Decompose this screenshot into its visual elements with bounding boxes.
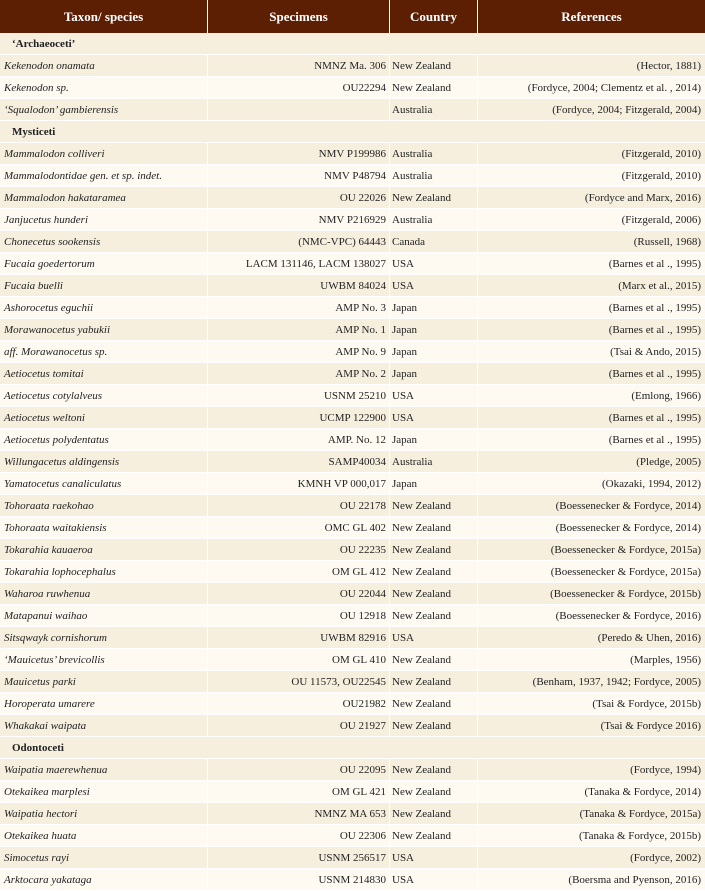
cell-specimen: OU 12918 — [208, 605, 390, 627]
table-row — [0, 187, 705, 209]
table-row — [0, 275, 705, 297]
cell-country: New Zealand — [390, 759, 478, 781]
cell-reference: (Barnes et al ., 1995) — [478, 407, 705, 429]
header-references: References — [478, 0, 705, 33]
cell-reference: (Peredo & Uhen, 2016) — [478, 627, 705, 649]
cell-specimen: OM GL 412 — [208, 561, 390, 583]
cell-species: Yamatocetus canaliculatus — [0, 473, 208, 495]
cell-species: Waharoa ruwhenua — [0, 583, 208, 605]
cell-country: New Zealand — [390, 187, 478, 209]
cell-reference: (Fitzgerald, 2010) — [478, 165, 705, 187]
cell-specimen: AMP No. 2 — [208, 363, 390, 385]
cell-country: New Zealand — [390, 539, 478, 561]
cell-specimen: NMV P199986 — [208, 143, 390, 165]
cell-reference: (Pledge, 2005) — [478, 451, 705, 473]
cell-specimen: SAMP40034 — [208, 451, 390, 473]
table-row — [0, 825, 705, 847]
cell-species: Simocetus rayi — [0, 847, 208, 869]
cell-reference: (Boessenecker & Fordyce, 2016) — [478, 605, 705, 627]
cell-country: Japan — [390, 319, 478, 341]
table-row — [0, 759, 705, 781]
cell-reference: (Boersma and Pyenson, 2016) — [478, 869, 705, 891]
cell-specimen: AMP. No. 12 — [208, 429, 390, 451]
cell-reference: (Tsai & Fordyce 2016) — [478, 715, 705, 737]
cell-species: Ashorocetus eguchii — [0, 297, 208, 319]
cell-species: ‘Squalodon’ gambierensis — [0, 99, 208, 121]
cell-reference: (Fitzgerald, 2006) — [478, 209, 705, 231]
table-row — [0, 693, 705, 715]
cell-specimen: OU 21927 — [208, 715, 390, 737]
table-row — [0, 649, 705, 671]
cell-species: Mauicetus parki — [0, 671, 208, 693]
table-row — [0, 231, 705, 253]
cell-reference: (Tanaka & Fordyce, 2015a) — [478, 803, 705, 825]
table-row — [0, 671, 705, 693]
cell-reference: (Fordyce, 2004; Fitzgerald, 2004) — [478, 99, 705, 121]
table-row — [0, 77, 705, 99]
cell-species: Matapanui waihao — [0, 605, 208, 627]
cell-country: New Zealand — [390, 77, 478, 99]
table-row — [0, 143, 705, 165]
cell-country: Canada — [390, 231, 478, 253]
cell-country: Japan — [390, 429, 478, 451]
cell-specimen — [208, 99, 390, 121]
cell-country: New Zealand — [390, 803, 478, 825]
cell-reference: (Benham, 1937, 1942; Fordyce, 2005) — [478, 671, 705, 693]
table-row — [0, 869, 705, 891]
cell-country: USA — [390, 627, 478, 649]
table-row — [0, 583, 705, 605]
cell-reference: (Tsai & Ando, 2015) — [478, 341, 705, 363]
cell-country: Japan — [390, 473, 478, 495]
group-row — [0, 121, 705, 143]
cell-country: New Zealand — [390, 605, 478, 627]
table-row — [0, 253, 705, 275]
cell-species: Fucaia goedertorum — [0, 253, 208, 275]
cell-country: New Zealand — [390, 55, 478, 77]
cell-species: Arktocara yakataga — [0, 869, 208, 891]
cell-species: Tohoraata raekohao — [0, 495, 208, 517]
cell-species: Janjucetus hunderi — [0, 209, 208, 231]
table-row — [0, 517, 705, 539]
cell-reference: (Boessenecker & Fordyce, 2014) — [478, 517, 705, 539]
cell-reference: (Marples, 1956) — [478, 649, 705, 671]
cell-country: Australia — [390, 209, 478, 231]
cell-specimen: OU 22306 — [208, 825, 390, 847]
cell-country: Australia — [390, 99, 478, 121]
table-row — [0, 407, 705, 429]
cell-country: New Zealand — [390, 671, 478, 693]
table-row — [0, 209, 705, 231]
cell-specimen: OU22294 — [208, 77, 390, 99]
cell-specimen: USNM 214830 — [208, 869, 390, 891]
table-row — [0, 99, 705, 121]
cell-species: Willungacetus aldingensis — [0, 451, 208, 473]
cell-reference: (Hector, 1881) — [478, 55, 705, 77]
cell-country: Japan — [390, 341, 478, 363]
cell-specimen: KMNH VP 000,017 — [208, 473, 390, 495]
cell-specimen: USNM 256517 — [208, 847, 390, 869]
cell-country: New Zealand — [390, 825, 478, 847]
group-label: Mysticeti — [0, 121, 705, 143]
cell-species: Aetiocetus cotylalveus — [0, 385, 208, 407]
cell-country: Australia — [390, 165, 478, 187]
header-specimens: Specimens — [208, 0, 390, 33]
cell-species: Fucaia buelli — [0, 275, 208, 297]
cell-species: Tokarahia lophocephalus — [0, 561, 208, 583]
cell-reference: (Fordyce, 2004; Clementz et al. , 2014) — [478, 77, 705, 99]
table-row — [0, 55, 705, 77]
cell-reference: (Tsai & Fordyce, 2015b) — [478, 693, 705, 715]
table-row — [0, 803, 705, 825]
cell-reference: (Barnes et al ., 1995) — [478, 253, 705, 275]
cell-country: New Zealand — [390, 715, 478, 737]
cell-species: Horoperata umarere — [0, 693, 208, 715]
cell-reference: (Okazaki, 1994, 2012) — [478, 473, 705, 495]
cell-specimen: AMP No. 9 — [208, 341, 390, 363]
cell-country: Australia — [390, 451, 478, 473]
cell-country: USA — [390, 253, 478, 275]
cell-species: Waipatia hectori — [0, 803, 208, 825]
cell-reference: (Boessenecker & Fordyce, 2015a) — [478, 561, 705, 583]
cell-specimen: OU 22044 — [208, 583, 390, 605]
cell-reference: (Barnes et al ., 1995) — [478, 429, 705, 451]
cell-specimen: OMC GL 402 — [208, 517, 390, 539]
table-row — [0, 341, 705, 363]
cell-species: Sitsqwayk cornishorum — [0, 627, 208, 649]
table-row — [0, 781, 705, 803]
cell-reference: (Fordyce, 1994) — [478, 759, 705, 781]
table-row — [0, 495, 705, 517]
cell-country: New Zealand — [390, 561, 478, 583]
cell-reference: (Barnes et al ., 1995) — [478, 319, 705, 341]
cell-country: Japan — [390, 363, 478, 385]
cell-reference: (Fordyce, 2002) — [478, 847, 705, 869]
table-row — [0, 165, 705, 187]
cell-country: Australia — [390, 143, 478, 165]
cell-reference: (Fordyce and Marx, 2016) — [478, 187, 705, 209]
table-row — [0, 429, 705, 451]
cell-specimen: NMV P48794 — [208, 165, 390, 187]
cell-reference: (Boessenecker & Fordyce, 2015a) — [478, 539, 705, 561]
table-row — [0, 473, 705, 495]
cell-reference: (Tanaka & Fordyce, 2015b) — [478, 825, 705, 847]
cell-country: USA — [390, 385, 478, 407]
table-row — [0, 627, 705, 649]
cell-species: Waipatia maerewhenua — [0, 759, 208, 781]
cell-species: aff. Morawanocetus sp. — [0, 341, 208, 363]
cell-species: Aetiocetus polydentatus — [0, 429, 208, 451]
cell-country: USA — [390, 407, 478, 429]
cell-reference: (Marx et al., 2015) — [478, 275, 705, 297]
table-row — [0, 297, 705, 319]
cell-species: Whakakai waipata — [0, 715, 208, 737]
cell-reference: (Boessenecker & Fordyce, 2014) — [478, 495, 705, 517]
cell-specimen: NMNZ MA 653 — [208, 803, 390, 825]
cell-species: Tokarahia kauaeroa — [0, 539, 208, 561]
group-label: ‘Archaeoceti’ — [0, 33, 705, 55]
cell-reference: (Emlong, 1966) — [478, 385, 705, 407]
cell-specimen: OU 22026 — [208, 187, 390, 209]
table-header — [0, 0, 705, 33]
table-row — [0, 847, 705, 869]
cell-species: Kekenodon onamata — [0, 55, 208, 77]
cell-specimen: UWBM 84024 — [208, 275, 390, 297]
cell-reference: (Barnes et al ., 1995) — [478, 363, 705, 385]
cell-specimen: AMP No. 3 — [208, 297, 390, 319]
table-row — [0, 385, 705, 407]
table-body — [0, 33, 705, 891]
cell-country: Japan — [390, 297, 478, 319]
cell-species: Otekaikea marplesi — [0, 781, 208, 803]
table-row — [0, 605, 705, 627]
cell-reference: (Boessenecker & Fordyce, 2015b) — [478, 583, 705, 605]
table-row — [0, 715, 705, 737]
cell-specimen: OM GL 410 — [208, 649, 390, 671]
cell-specimen: LACM 131146, LACM 138027 — [208, 253, 390, 275]
cell-specimen: UCMP 122900 — [208, 407, 390, 429]
cell-specimen: NMV P216929 — [208, 209, 390, 231]
group-row — [0, 737, 705, 759]
cell-country: New Zealand — [390, 693, 478, 715]
cell-species: Tohoraata waitakiensis — [0, 517, 208, 539]
table-row — [0, 451, 705, 473]
cell-country: USA — [390, 275, 478, 297]
cell-country: New Zealand — [390, 517, 478, 539]
cell-reference: (Fitzgerald, 2010) — [478, 143, 705, 165]
group-row — [0, 33, 705, 55]
cell-reference: (Tanaka & Fordyce, 2014) — [478, 781, 705, 803]
cell-specimen: USNM 25210 — [208, 385, 390, 407]
cell-specimen: NMNZ Ma. 306 — [208, 55, 390, 77]
cell-species: Mammalodontidae gen. et sp. indet. — [0, 165, 208, 187]
cell-specimen: OU 11573, OU22545 — [208, 671, 390, 693]
table-row — [0, 561, 705, 583]
cell-species: Mammalodon colliveri — [0, 143, 208, 165]
cell-species: Morawanocetus yabukii — [0, 319, 208, 341]
cell-reference: (Barnes et al ., 1995) — [478, 297, 705, 319]
cell-specimen: OU 22235 — [208, 539, 390, 561]
cell-country: New Zealand — [390, 649, 478, 671]
header-country: Country — [390, 0, 478, 33]
cell-species: Otekaikea huata — [0, 825, 208, 847]
header-row — [0, 0, 705, 33]
cell-specimen: OU21982 — [208, 693, 390, 715]
table-row — [0, 539, 705, 561]
cell-species: Chonecetus sookensis — [0, 231, 208, 253]
cell-specimen: OU 22178 — [208, 495, 390, 517]
header-taxon: Taxon/ species — [0, 0, 208, 33]
cell-country: New Zealand — [390, 781, 478, 803]
cell-species: Mammalodon hakataramea — [0, 187, 208, 209]
cell-country: USA — [390, 869, 478, 891]
cell-reference: (Russell, 1968) — [478, 231, 705, 253]
cell-species: ‘Mauicetus’ brevicollis — [0, 649, 208, 671]
cell-specimen: UWBM 82916 — [208, 627, 390, 649]
cell-country: New Zealand — [390, 495, 478, 517]
cell-specimen: OM GL 421 — [208, 781, 390, 803]
cell-species: Aetiocetus weltoni — [0, 407, 208, 429]
cell-species: Kekenodon sp. — [0, 77, 208, 99]
cell-specimen: (NMC-VPC) 64443 — [208, 231, 390, 253]
table-row — [0, 363, 705, 385]
cell-specimen: OU 22095 — [208, 759, 390, 781]
table-row — [0, 319, 705, 341]
cell-species: Aetiocetus tomitai — [0, 363, 208, 385]
cell-country: USA — [390, 847, 478, 869]
group-label: Odontoceti — [0, 737, 705, 759]
cell-specimen: AMP No. 1 — [208, 319, 390, 341]
cell-country: New Zealand — [390, 583, 478, 605]
